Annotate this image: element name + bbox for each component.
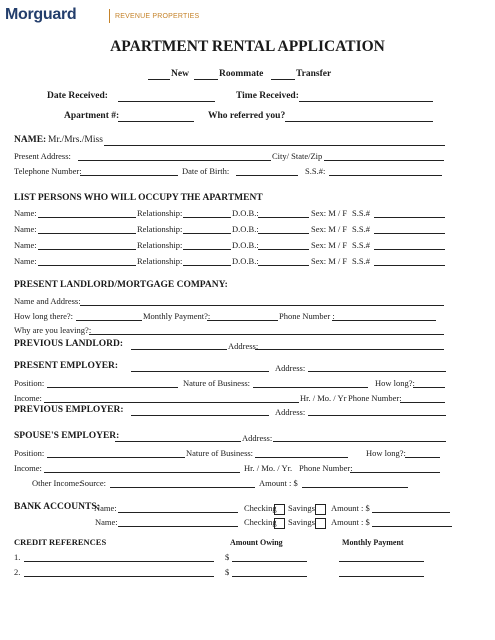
occupant-ss-label: S.S.# <box>352 224 370 234</box>
occupant-relationship-field[interactable] <box>183 265 231 266</box>
bank-name-label: Name: <box>95 517 118 527</box>
credit-reference-field[interactable] <box>24 576 214 577</box>
occupant-dob-field[interactable] <box>258 249 309 250</box>
dob-label: Date of Birth: <box>182 166 230 176</box>
occupant-relationship-label: Relationship: <box>137 256 183 266</box>
position-field[interactable] <box>47 387 178 388</box>
other-income-amount-field[interactable] <box>302 487 408 488</box>
occupant-ss-field[interactable] <box>374 265 445 266</box>
income-rate-label: Hr. / Mo. / Yr <box>300 393 347 403</box>
previous-employer-field[interactable] <box>131 415 269 416</box>
occupant-sex-label: Sex: M / F <box>311 208 348 218</box>
spouse-phone-label: Phone Number: <box>299 463 353 473</box>
bank-name-field[interactable] <box>118 512 238 513</box>
bank-name-label: Name: <box>94 503 117 513</box>
new-blank[interactable] <box>148 79 170 80</box>
previous-landlord-label: PREVIOUS LANDLORD: <box>14 339 123 349</box>
spouse-position-field[interactable] <box>47 457 185 458</box>
amount-owing-field[interactable] <box>232 561 307 562</box>
occupant-dob-label: D.O.B.: <box>232 208 259 218</box>
spouse-phone-field[interactable] <box>350 472 440 473</box>
occupant-name-label: Name: <box>14 240 37 250</box>
form-title: APARTMENT RENTAL APPLICATION <box>110 38 385 55</box>
position-label: Position: <box>14 378 45 388</box>
logo-subtitle: REVENUE PROPERTIES <box>115 13 200 20</box>
bank-amount-field[interactable] <box>372 512 450 513</box>
source-label: Source: <box>80 478 106 488</box>
name-field[interactable] <box>104 145 445 146</box>
credit-monthly-payment-field[interactable] <box>339 576 424 577</box>
income-label: Income: <box>14 393 42 403</box>
occupant-sex-label: Sex: M / F <box>311 256 348 266</box>
previous-landlord-address-field[interactable] <box>255 349 444 350</box>
nature-label: Nature of Business: <box>183 378 251 388</box>
occupant-name-field[interactable] <box>38 249 136 250</box>
occupant-dob-field[interactable] <box>258 265 309 266</box>
name-label: NAME: <box>14 135 47 145</box>
credit-monthly-payment-field[interactable] <box>339 561 424 562</box>
apartment-field[interactable] <box>118 121 194 122</box>
other-income-label: Other Income: <box>32 478 82 488</box>
occupant-sex-label: Sex: M / F <box>311 240 348 250</box>
spouse-how-long-field[interactable] <box>405 457 440 458</box>
option-roommate: Roommate <box>219 69 264 79</box>
how-long-there-field[interactable] <box>76 320 142 321</box>
savings-label: Savings <box>288 517 315 527</box>
occupant-ss-field[interactable] <box>374 217 445 218</box>
bank-amount-field[interactable] <box>372 526 452 527</box>
credit-item-number: 2. <box>14 567 21 577</box>
time-received-label: Time Received: <box>236 91 299 101</box>
why-leaving-field[interactable] <box>89 334 444 335</box>
savings-checkbox[interactable] <box>315 504 326 515</box>
landlord-name-address-label: Name and Address: <box>14 296 81 306</box>
nature-field[interactable] <box>253 387 368 388</box>
checking-label: Checking <box>244 517 277 527</box>
company-logo <box>5 6 76 24</box>
occupant-name-field[interactable] <box>38 217 136 218</box>
previous-employer-address-field[interactable] <box>308 415 446 416</box>
city-state-zip-field[interactable] <box>324 160 444 161</box>
savings-checkbox[interactable] <box>315 518 326 529</box>
city-state-zip-label: City/ State/Zip <box>272 151 323 161</box>
amount-owing-dollar: $ <box>225 552 230 562</box>
occupant-relationship-field[interactable] <box>183 217 231 218</box>
occupant-relationship-label: Relationship: <box>137 208 183 218</box>
name-title-label: Mr./Mrs./Miss <box>48 135 103 145</box>
spouse-employer-field[interactable] <box>115 441 241 442</box>
how-long-there-label: How long there?: <box>14 311 74 321</box>
occupant-name-label: Name: <box>14 256 37 266</box>
occupant-relationship-label: Relationship: <box>137 240 183 250</box>
landlord-heading: PRESENT LANDLORD/MORTGAGE COMPANY: <box>14 280 228 290</box>
occupant-dob-label: D.O.B.: <box>232 224 259 234</box>
how-long-field[interactable] <box>413 387 445 388</box>
previous-landlord-address-label: Address: <box>228 341 259 351</box>
occupant-name-field[interactable] <box>38 265 136 266</box>
previous-employer-label: PREVIOUS EMPLOYER: <box>14 405 124 415</box>
occupant-ss-field[interactable] <box>374 233 445 234</box>
present-employer-address-field[interactable] <box>308 371 446 372</box>
monthly-payment-field[interactable] <box>207 320 278 321</box>
present-employer-address-label: Address: <box>275 363 306 373</box>
telephone-label: Telephone Number: <box>14 166 82 176</box>
employer-phone-field[interactable] <box>400 402 445 403</box>
logo-wordmark: Morguard <box>5 6 77 23</box>
monthly-payment-heading: Monthly Payment <box>342 538 404 547</box>
landlord-phone-field[interactable] <box>332 320 436 321</box>
occupant-ss-label: S.S.# <box>352 208 370 218</box>
ss-field[interactable] <box>329 175 442 176</box>
spouse-position-label: Position: <box>14 448 45 458</box>
time-received-field[interactable] <box>299 101 433 102</box>
spouse-income-field[interactable] <box>44 472 240 473</box>
occupants-heading: LIST PERSONS WHO WILL OCCUPY THE APARTMENT <box>14 193 263 203</box>
occupant-dob-label: D.O.B.: <box>232 240 259 250</box>
source-field[interactable] <box>110 487 255 488</box>
employer-phone-label: Phone Number: <box>348 393 402 403</box>
spouse-rate-label: Hr. / Mo. / Yr. <box>244 463 293 473</box>
previous-employer-address-label: Address: <box>275 407 306 417</box>
occupant-relationship-field[interactable] <box>183 233 231 234</box>
occupant-dob-field[interactable] <box>258 233 309 234</box>
bank-accounts-label: BANK ACCOUNTS: <box>14 502 100 512</box>
ss-label: S.S.#: <box>305 166 326 176</box>
spouse-nature-field[interactable] <box>255 457 348 458</box>
referred-field[interactable] <box>285 121 433 122</box>
present-address-label: Present Address: <box>14 151 71 161</box>
roommate-blank[interactable] <box>194 79 218 80</box>
amount-owing-field[interactable] <box>232 576 307 577</box>
present-address-field[interactable] <box>78 160 271 161</box>
how-long-label: How long?: <box>375 378 415 388</box>
spouse-how-long-label: How long?: <box>366 448 406 458</box>
option-new: New <box>171 69 189 79</box>
occupant-name-label: Name: <box>14 224 37 234</box>
occupant-name-field[interactable] <box>38 233 136 234</box>
spouse-address-label: Address: <box>242 433 273 443</box>
date-received-label: Date Received: <box>47 91 108 101</box>
bank-name-field[interactable] <box>118 526 238 527</box>
spouse-address-field[interactable] <box>273 441 446 442</box>
referred-label: Who referred you? <box>208 111 286 121</box>
checking-checkbox[interactable] <box>274 504 285 515</box>
credit-reference-field[interactable] <box>24 561 214 562</box>
previous-landlord-field[interactable] <box>131 349 227 350</box>
savings-label: Savings <box>288 503 315 513</box>
amount-owing-dollar: $ <box>225 567 230 577</box>
landlord-phone-label: Phone Number : <box>279 311 335 321</box>
occupant-dob-field[interactable] <box>258 217 309 218</box>
checking-checkbox[interactable] <box>274 518 285 529</box>
other-income-amount-label: Amount : $ <box>259 478 298 488</box>
spouse-nature-label: Nature of Business: <box>186 448 254 458</box>
present-employer-field[interactable] <box>131 371 269 372</box>
checking-label: Checking <box>244 503 277 513</box>
landlord-name-address-field[interactable] <box>80 305 444 306</box>
transfer-blank[interactable] <box>271 79 295 80</box>
occupant-relationship-label: Relationship: <box>137 224 183 234</box>
occupant-name-label: Name: <box>14 208 37 218</box>
spouse-employer-label: SPOUSE'S EMPLOYER: <box>14 431 120 441</box>
credit-item-number: 1. <box>14 552 21 562</box>
occupant-sex-label: Sex: M / F <box>311 224 348 234</box>
occupant-ss-label: S.S.# <box>352 256 370 266</box>
bank-amount-label: Amount : $ <box>331 517 370 527</box>
income-field[interactable] <box>44 402 299 403</box>
telephone-field[interactable] <box>80 175 178 176</box>
apartment-label: Apartment #: <box>64 111 120 121</box>
credit-references-heading: CREDIT REFERENCES <box>14 537 107 547</box>
present-employer-label: PRESENT EMPLOYER: <box>14 361 119 371</box>
monthly-payment-label: Monthly Payment?: <box>143 311 211 321</box>
why-leaving-label: Why are you leaving?: <box>14 325 92 335</box>
occupant-dob-label: D.O.B.: <box>232 256 259 266</box>
amount-owing-heading: Amount Owing <box>230 538 283 547</box>
bank-amount-label: Amount : $ <box>331 503 370 513</box>
occupant-relationship-field[interactable] <box>183 249 231 250</box>
date-received-field[interactable] <box>118 101 215 102</box>
option-transfer: Transfer <box>296 69 332 79</box>
occupant-ss-label: S.S.# <box>352 240 370 250</box>
spouse-income-label: Income: <box>14 463 42 473</box>
dob-field[interactable] <box>236 175 298 176</box>
logo-divider <box>109 9 110 23</box>
occupant-ss-field[interactable] <box>374 249 445 250</box>
